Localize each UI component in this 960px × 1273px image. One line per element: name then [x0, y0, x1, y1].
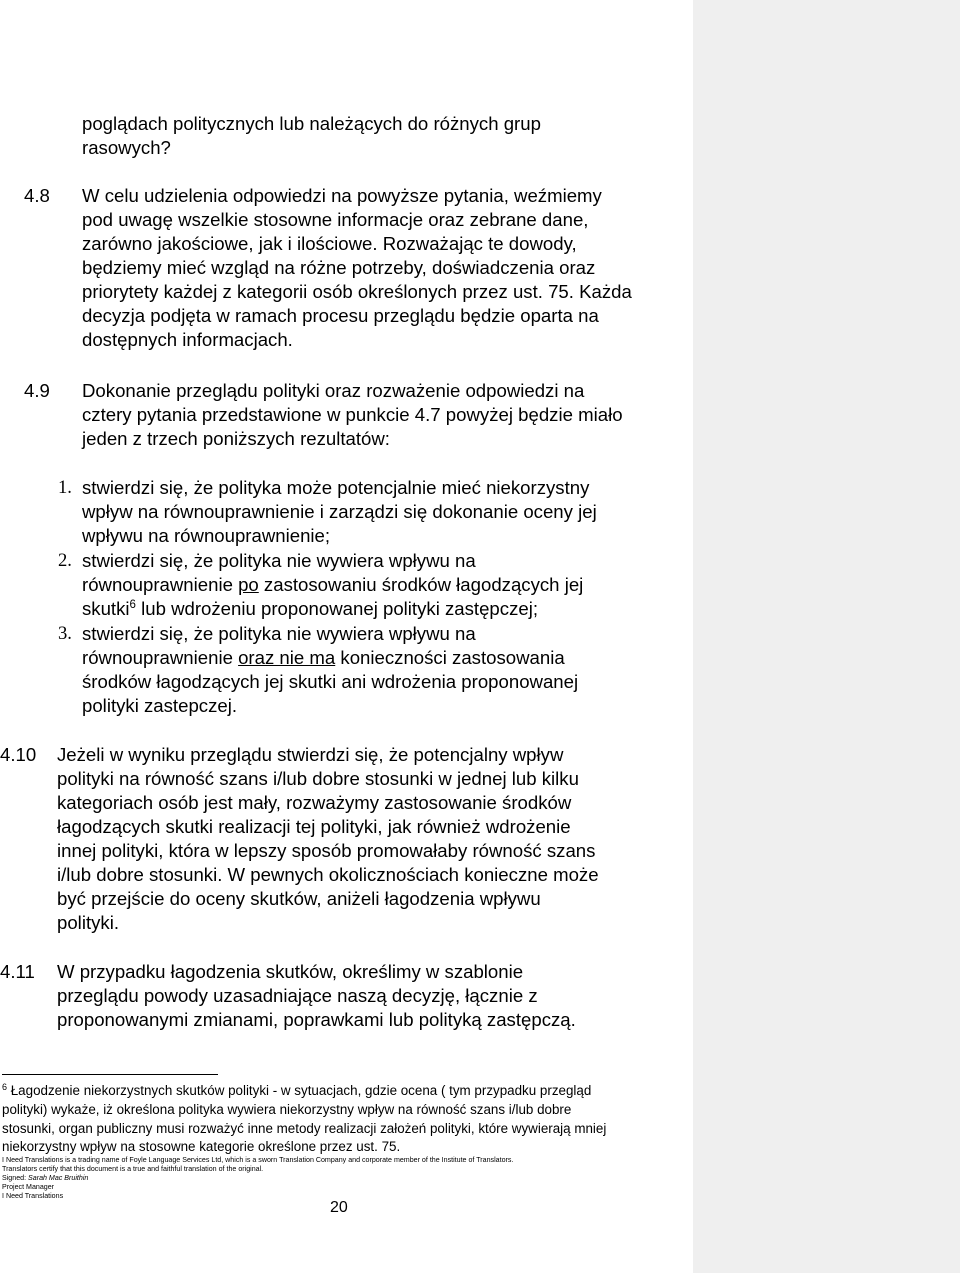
- page-number: 20: [330, 1199, 348, 1216]
- outcome-1-line: wpływ na równouprawnienie i zarządzi się dokonanie oceny jej: [82, 501, 597, 522]
- section-4-10-line: polityki.: [57, 912, 120, 933]
- section-4-11-line: proponowanymi zmianami, poprawkami lub polityką zastępczą.: [57, 1009, 576, 1030]
- section-4-8-line: zarówno jakościowe, jak i ilościowe. Rozważając te dowody,: [82, 233, 577, 254]
- continuation-line: rasowych?: [82, 137, 171, 158]
- footnote-reference: 6: [129, 599, 136, 611]
- section-4-11-line: W przypadku łagodzenia skutków, określimy w szablonie: [57, 961, 524, 982]
- section-4-8-line: dostępnych informacjach.: [82, 329, 293, 350]
- attestation-role: Project Manager: [2, 1183, 55, 1191]
- outcome-1-line: stwierdzi się, że polityka może potencjalnie mieć niekorzystny: [82, 477, 590, 498]
- section-4-11-line: przeglądu powody uzasadniające naszą decyzję, łącznie z: [57, 985, 538, 1006]
- section-4-10-line: łagodzących skutki realizacji tej polityki, jak również wdrożenie: [57, 816, 571, 837]
- underlined-phrase: po: [238, 574, 259, 595]
- footnote-line: [2, 1083, 591, 1099]
- outcome-number: 1.: [58, 477, 72, 498]
- section-4-8-line: priorytety każdej z kategorii osób określonych przez ust. 75. Każda: [82, 281, 632, 302]
- outcome-number: 2.: [58, 550, 72, 571]
- attestation-line: Translators certify that this document is a true and faithful translation of the original.: [2, 1165, 264, 1173]
- outcome-2-text: lub wdrożeniu proponowanej polityki zastępczej;: [135, 598, 539, 619]
- outcome-3-line: [82, 646, 565, 670]
- outcome-number: 3.: [58, 623, 72, 644]
- section-4-9-line: cztery pytania przedstawione w punkcie 4.7 powyżej będzie miało: [82, 404, 623, 425]
- continuation-line: poglądach politycznych lub należących do różnych grup: [82, 113, 541, 134]
- footnote-marker: 6: [2, 1082, 8, 1092]
- outcome-2-line: [82, 573, 583, 597]
- outcome-2-text: zastosowaniu środków łagodzących jej: [258, 574, 584, 595]
- section-4-10-line: Jeżeli w wyniku przeglądu stwierdzi się, że potencjalny wpływ: [57, 744, 564, 765]
- comment-margin-pane: [693, 0, 960, 1273]
- section-4-8-line: W celu udzielenia odpowiedzi na powyższe pytania, weźmiemy: [82, 185, 602, 206]
- outcome-3-text: konieczności zastosowania: [335, 647, 565, 668]
- section-number: 4.8: [24, 185, 50, 206]
- attestation-line: I Need Translations is a trading name of Foyle Language Services Ltd, which is a sworn Translation Company and corporate member of the Institute of Translators.: [2, 1156, 514, 1164]
- outcome-2-line: stwierdzi się, że polityka nie wywiera wpływu na: [82, 550, 476, 571]
- section-4-10-line: innej polityki, która w lepszy sposób promowałaby równość szans: [57, 840, 596, 861]
- section-4-10-line: być przejście do oceny skutków, aniżeli łagodzenia wpływu: [57, 888, 541, 909]
- section-number: 4.11: [0, 961, 35, 982]
- signatory-name: Sarah Mac Bruithin: [28, 1174, 89, 1182]
- section-number: 4.10: [0, 744, 37, 765]
- outcome-3-line: stwierdzi się, że polityka nie wywiera wpływu na: [82, 623, 476, 644]
- section-4-10-line: i/lub dobre stosunki. W pewnych okolicznościach konieczne może: [57, 864, 599, 885]
- footnote-line: niekorzystny wpływ na stosowne kategorie określone przez ust. 75.: [2, 1139, 401, 1154]
- attestation-company: I Need Translations: [2, 1192, 64, 1200]
- footnote-line: stosunki, organ publiczny musi rozważyć inne metody realizacji założeń polityki, które wywierają mniej: [2, 1121, 607, 1136]
- outcome-1-line: wpływu na równouprawnienie;: [82, 525, 331, 546]
- outcome-2-text: równouprawnienie: [82, 574, 239, 595]
- underlined-phrase: oraz nie ma: [238, 647, 336, 668]
- footnote-line: polityki) wykaże, iż określona polityka wywiera niekorzystny wpływ na równość szans i/lub dobre: [2, 1102, 572, 1117]
- outcome-2-text: skutki: [82, 598, 130, 619]
- footnote-text: Łagodzenie niekorzystnych skutków polityki - w sytuacjach, gdzie ocena ( tym przypadku przegląd: [7, 1083, 592, 1098]
- section-4-8-line: pod uwagę wszelkie stosowne informacje oraz zebrane dane,: [82, 209, 589, 230]
- attestation-signed: [2, 1174, 88, 1183]
- section-4-9-line: jeden z trzech poniższych rezultatów:: [82, 428, 390, 449]
- section-4-9-line: Dokonanie przeglądu polityki oraz rozważenie odpowiedzi na: [82, 380, 585, 401]
- outcome-3-text: równouprawnienie: [82, 647, 239, 668]
- section-4-8-line: decyzja podjęta w ramach procesu przeglądu będzie oparta na: [82, 305, 599, 326]
- outcome-3-line: polityki zastepczej.: [82, 695, 238, 716]
- footnote-separator: [2, 1074, 218, 1075]
- section-number: 4.9: [24, 380, 50, 401]
- outcome-3-line: środków łagodzących jej skutki ani wdrożenia proponowanej: [82, 671, 579, 692]
- signed-label: Signed:: [2, 1174, 29, 1182]
- section-4-8-line: będziemy mieć wzgląd na różne potrzeby, doświadczenia oraz: [82, 257, 596, 278]
- outcome-2-line: [82, 597, 538, 621]
- section-4-10-line: polityki na równość szans i/lub dobre stosunki w jednej lub kilku: [57, 768, 579, 789]
- section-4-10-line: kategoriach osób jest mały, rozważymy zastosowanie środków: [57, 792, 572, 813]
